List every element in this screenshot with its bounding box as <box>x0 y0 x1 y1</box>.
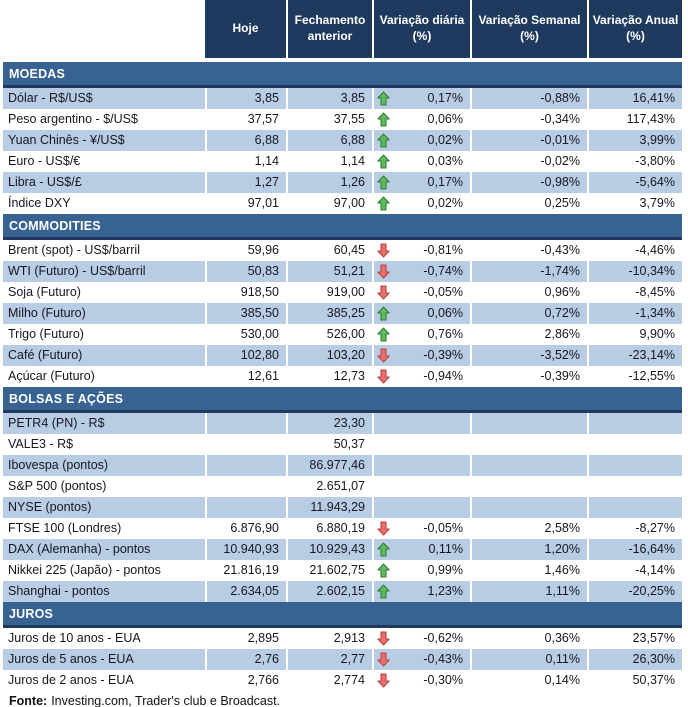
cell-hoje: 97,01 <box>205 193 286 214</box>
cell-fechamento-anterior: 919,00 <box>286 282 372 303</box>
section-header-moedas <box>3 62 682 88</box>
table-row <box>3 345 682 366</box>
up-arrow-icon <box>377 133 390 148</box>
variacao-diaria-value: 1,23% <box>427 584 463 598</box>
cell-label: Yuan Chinês - ¥/US$ <box>3 130 205 151</box>
cell-hoje: 6.876,90 <box>205 518 286 539</box>
section-title: BOLSAS E AÇÕES <box>9 391 124 406</box>
cell-variacao-anual: 50,37% <box>587 670 682 691</box>
cell-variacao-diaria <box>372 539 470 560</box>
cell-label: Juros de 2 anos - EUA <box>8 673 134 687</box>
cell-fechamento-anterior: 6.880,19 <box>286 518 372 539</box>
cell-hoje: 12,61 <box>205 366 286 387</box>
cell-variacao-diaria <box>372 345 470 366</box>
table-row <box>3 151 682 172</box>
table-row <box>3 88 682 109</box>
variacao-diaria-value: 0,76% <box>427 327 463 341</box>
cell-variacao-diaria <box>372 88 470 109</box>
section-title: JUROS <box>9 606 54 621</box>
cell-variacao-anual <box>587 413 682 434</box>
cell-variacao-diaria <box>372 172 470 193</box>
cell-variacao-anual: -1,34% <box>587 303 682 324</box>
cell-hoje: 50,83 <box>205 261 286 282</box>
cell-variacao-anual: -8,45% <box>587 282 682 303</box>
up-arrow-icon <box>377 327 390 342</box>
cell-variacao-semanal: 0,96% <box>470 282 587 303</box>
cell-hoje: 21.816,19 <box>205 560 286 581</box>
cell-variacao-anual: 26,30% <box>587 649 682 670</box>
cell-label: NYSE (pontos) <box>3 497 205 518</box>
table-row <box>3 324 682 345</box>
variacao-diaria-value: 0,03% <box>427 154 463 168</box>
cell-label: Índice DXY <box>8 196 71 210</box>
source-note-text: Investing.com, Trader's club e Broadcast. <box>51 694 281 707</box>
cell-fechamento-anterior: 12,73 <box>286 366 372 387</box>
cell-hoje: 385,50 <box>205 303 286 324</box>
column-header-variacao-semanal: Variação Semanal (%) <box>470 0 587 58</box>
table-header-row <box>3 0 682 58</box>
section-header-juros <box>3 602 682 628</box>
cell-variacao-diaria <box>372 434 470 455</box>
cell-variacao-semanal: 0,72% <box>470 303 587 324</box>
cell-variacao-semanal: -0,39% <box>470 366 587 387</box>
up-arrow-icon <box>377 563 390 578</box>
table-row <box>3 497 682 518</box>
cell-variacao-semanal: 2,58% <box>470 518 587 539</box>
cell-variacao-diaria <box>372 282 470 303</box>
cell-variacao-diaria <box>372 366 470 387</box>
cell-fechamento-anterior: 11.943,29 <box>286 497 372 518</box>
cell-label: Soja (Futuro) <box>8 285 81 299</box>
cell-fechamento-anterior: 21.602,75 <box>286 560 372 581</box>
cell-variacao-diaria <box>372 455 470 476</box>
cell-fechamento-anterior: 86.977,46 <box>286 455 372 476</box>
table-row <box>3 193 682 214</box>
variacao-diaria-value: -0,62% <box>423 631 463 645</box>
cell-variacao-semanal: -0,02% <box>470 151 587 172</box>
table-row <box>3 130 682 151</box>
cell-variacao-anual: -10,34% <box>587 261 682 282</box>
cell-label: Café (Futuro) <box>3 345 205 366</box>
variacao-diaria-value: 0,06% <box>427 306 463 320</box>
cell-variacao-semanal: -0,88% <box>470 88 587 109</box>
cell-variacao-anual <box>587 434 682 455</box>
cell-variacao-anual: -4,14% <box>587 560 682 581</box>
cell-variacao-anual <box>587 497 682 518</box>
section-header-commodities <box>3 214 682 240</box>
table-row <box>3 413 682 434</box>
cell-hoje <box>205 476 286 497</box>
cell-fechamento-anterior: 1,14 <box>286 151 372 172</box>
variacao-diaria-value: -0,05% <box>423 521 463 535</box>
table-row <box>3 261 682 282</box>
table-row <box>3 560 682 581</box>
cell-fechamento-anterior: 6,88 <box>286 130 372 151</box>
column-header-fechamento: Fechamento anterior <box>286 0 372 58</box>
table-row <box>3 539 682 560</box>
cell-variacao-diaria <box>372 518 470 539</box>
cell-fechamento-anterior: 2.651,07 <box>286 476 372 497</box>
cell-hoje: 10.940,93 <box>205 539 286 560</box>
variacao-diaria-value: -0,30% <box>423 673 463 687</box>
cell-variacao-anual: -5,64% <box>587 172 682 193</box>
up-arrow-icon <box>377 154 390 169</box>
cell-variacao-semanal <box>470 476 587 497</box>
cell-hoje <box>205 413 286 434</box>
cell-label: FTSE 100 (Londres) <box>8 521 122 535</box>
cell-label: Ibovespa (pontos) <box>3 455 205 476</box>
cell-variacao-anual <box>587 455 682 476</box>
column-header-variacao-anual: Variação Anual (%) <box>587 0 682 58</box>
cell-fechamento-anterior: 50,37 <box>286 434 372 455</box>
cell-hoje: 6,88 <box>205 130 286 151</box>
down-arrow-icon <box>377 652 390 667</box>
table-row <box>3 518 682 539</box>
section-title: MOEDAS <box>9 66 66 81</box>
header-spacer <box>3 0 205 58</box>
cell-hoje: 37,57 <box>205 109 286 130</box>
cell-variacao-anual: 3,99% <box>587 130 682 151</box>
cell-variacao-anual: -20,25% <box>587 581 682 602</box>
variacao-diaria-value: 0,06% <box>427 112 463 126</box>
cell-fechamento-anterior: 51,21 <box>286 261 372 282</box>
cell-hoje: 1,27 <box>205 172 286 193</box>
down-arrow-icon <box>377 243 390 258</box>
cell-fechamento-anterior: 2,77 <box>286 649 372 670</box>
cell-label: DAX (Alemanha) - pontos <box>3 539 205 560</box>
cell-variacao-anual: -23,14% <box>587 345 682 366</box>
down-arrow-icon <box>377 631 390 646</box>
cell-variacao-diaria <box>372 240 470 261</box>
table-row <box>3 109 682 130</box>
cell-variacao-diaria <box>372 560 470 581</box>
cell-fechamento-anterior: 37,55 <box>286 109 372 130</box>
cell-variacao-anual: 117,43% <box>587 109 682 130</box>
cell-variacao-semanal <box>470 455 587 476</box>
cell-label: Nikkei 225 (Japão) - pontos <box>8 563 161 577</box>
variacao-diaria-value: -0,05% <box>423 285 463 299</box>
cell-variacao-semanal: -3,52% <box>470 345 587 366</box>
cell-variacao-anual: 23,57% <box>587 628 682 649</box>
down-arrow-icon <box>377 521 390 536</box>
table-row <box>3 172 682 193</box>
cell-variacao-diaria <box>372 130 470 151</box>
table-row <box>3 628 682 649</box>
cell-hoje: 530,00 <box>205 324 286 345</box>
cell-hoje <box>205 455 286 476</box>
source-note <box>3 691 682 707</box>
cell-variacao-diaria <box>372 151 470 172</box>
cell-label: Juros de 5 anos - EUA <box>3 649 205 670</box>
up-arrow-icon <box>377 542 390 557</box>
cell-variacao-anual: -8,27% <box>587 518 682 539</box>
cell-variacao-semanal <box>470 413 587 434</box>
cell-fechamento-anterior: 526,00 <box>286 324 372 345</box>
cell-hoje: 59,96 <box>205 240 286 261</box>
variacao-diaria-value: 0,99% <box>427 563 463 577</box>
cell-fechamento-anterior: 10.929,43 <box>286 539 372 560</box>
cell-label: Milho (Futuro) <box>3 303 205 324</box>
cell-label: Libra - US$/£ <box>3 172 205 193</box>
cell-fechamento-anterior: 103,20 <box>286 345 372 366</box>
cell-hoje <box>205 497 286 518</box>
cell-variacao-semanal: -0,34% <box>470 109 587 130</box>
cell-hoje <box>205 434 286 455</box>
cell-variacao-semanal: 2,86% <box>470 324 587 345</box>
variacao-diaria-value: 0,11% <box>428 542 463 556</box>
table-row <box>3 455 682 476</box>
variacao-diaria-value: -0,43% <box>423 652 463 666</box>
cell-variacao-diaria <box>372 413 470 434</box>
variacao-diaria-value: 0,17% <box>427 175 463 189</box>
cell-hoje: 3,85 <box>205 88 286 109</box>
cell-fechamento-anterior: 2.602,15 <box>286 581 372 602</box>
cell-hoje: 102,80 <box>205 345 286 366</box>
cell-variacao-semanal <box>470 497 587 518</box>
cell-variacao-semanal: 0,14% <box>470 670 587 691</box>
cell-label: Trigo (Futuro) <box>8 327 84 341</box>
cell-variacao-anual: -4,46% <box>587 240 682 261</box>
down-arrow-icon <box>377 348 390 363</box>
cell-variacao-semanal: 0,36% <box>470 628 587 649</box>
table-row <box>3 434 682 455</box>
cell-variacao-anual: 9,90% <box>587 324 682 345</box>
cell-variacao-anual: 3,79% <box>587 193 682 214</box>
cell-fechamento-anterior: 60,45 <box>286 240 372 261</box>
cell-variacao-diaria <box>372 497 470 518</box>
down-arrow-icon <box>377 285 390 300</box>
table-row <box>3 303 682 324</box>
cell-label: Peso argentino - $/US$ <box>8 112 138 126</box>
variacao-diaria-value: 0,17% <box>427 91 463 105</box>
cell-label: Euro - US$/€ <box>8 154 81 168</box>
cell-fechamento-anterior: 2,913 <box>286 628 372 649</box>
variacao-diaria-value: 0,02% <box>427 133 463 147</box>
cell-variacao-anual: -3,80% <box>587 151 682 172</box>
variacao-diaria-value: -0,94% <box>423 369 463 383</box>
section-header-bolsas-e-acoes <box>3 387 682 413</box>
variacao-diaria-value: -0,81% <box>423 243 463 257</box>
table-row <box>3 581 682 602</box>
cell-variacao-diaria <box>372 581 470 602</box>
cell-label: Açúcar (Futuro) <box>8 369 95 383</box>
cell-variacao-diaria <box>372 670 470 691</box>
cell-variacao-semanal: -0,01% <box>470 130 587 151</box>
cell-label: Juros de 10 anos - EUA <box>8 631 141 645</box>
cell-variacao-diaria <box>372 628 470 649</box>
cell-fechamento-anterior: 23,30 <box>286 413 372 434</box>
cell-variacao-diaria <box>372 649 470 670</box>
variacao-diaria-value: -0,74% <box>423 264 463 278</box>
table-row <box>3 240 682 261</box>
cell-label: VALE3 - R$ <box>8 437 74 451</box>
cell-fechamento-anterior: 97,00 <box>286 193 372 214</box>
cell-variacao-diaria <box>372 303 470 324</box>
cell-variacao-diaria <box>372 476 470 497</box>
cell-variacao-semanal: 0,25% <box>470 193 587 214</box>
down-arrow-icon <box>377 673 390 688</box>
cell-hoje: 2,766 <box>205 670 286 691</box>
cell-variacao-anual <box>587 476 682 497</box>
cell-label: PETR4 (PN) - R$ <box>3 413 205 434</box>
table-row <box>3 366 682 387</box>
cell-label: S&P 500 (pontos) <box>8 479 107 493</box>
table-row <box>3 670 682 691</box>
cell-variacao-semanal: 1,46% <box>470 560 587 581</box>
down-arrow-icon <box>377 369 390 384</box>
cell-variacao-diaria <box>372 193 470 214</box>
table-body <box>3 62 682 691</box>
cell-hoje: 2,76 <box>205 649 286 670</box>
cell-fechamento-anterior: 1,26 <box>286 172 372 193</box>
cell-variacao-semanal: 0,11% <box>470 649 587 670</box>
cell-variacao-anual: -12,55% <box>587 366 682 387</box>
cell-variacao-semanal: -1,74% <box>470 261 587 282</box>
cell-fechamento-anterior: 385,25 <box>286 303 372 324</box>
cell-variacao-diaria <box>372 261 470 282</box>
column-header-variacao-diaria: Variação diária (%) <box>372 0 470 58</box>
up-arrow-icon <box>377 112 390 127</box>
cell-fechamento-anterior: 3,85 <box>286 88 372 109</box>
cell-variacao-diaria <box>372 109 470 130</box>
source-note-label: Fonte: <box>9 694 48 707</box>
up-arrow-icon <box>377 306 390 321</box>
cell-label: Brent (spot) - US$/barril <box>8 243 140 257</box>
table-row <box>3 282 682 303</box>
cell-label: WTI (Futuro) - US$/barril <box>3 261 205 282</box>
cell-variacao-anual: -16,64% <box>587 539 682 560</box>
cell-label: Dólar - R$/US$ <box>3 88 205 109</box>
column-header-hoje: Hoje <box>205 0 286 58</box>
section-title: COMMODITIES <box>9 218 101 233</box>
cell-variacao-semanal: -0,43% <box>470 240 587 261</box>
cell-variacao-semanal: 1,11% <box>470 581 587 602</box>
cell-hoje: 1,14 <box>205 151 286 172</box>
up-arrow-icon <box>377 196 390 211</box>
up-arrow-icon <box>377 175 390 190</box>
table-row <box>3 649 682 670</box>
cell-variacao-semanal <box>470 434 587 455</box>
table-row <box>3 476 682 497</box>
cell-hoje: 2.634,05 <box>205 581 286 602</box>
cell-variacao-anual: 16,41% <box>587 88 682 109</box>
cell-fechamento-anterior: 2,774 <box>286 670 372 691</box>
variacao-diaria-value: 0,02% <box>427 196 463 210</box>
up-arrow-icon <box>377 91 390 106</box>
cell-label: Shanghai - pontos <box>3 581 205 602</box>
up-arrow-icon <box>377 584 390 599</box>
cell-variacao-semanal: 1,20% <box>470 539 587 560</box>
down-arrow-icon <box>377 264 390 279</box>
cell-variacao-diaria <box>372 324 470 345</box>
cell-variacao-semanal: -0,98% <box>470 172 587 193</box>
variacao-diaria-value: -0,39% <box>423 348 463 362</box>
cell-hoje: 2,895 <box>205 628 286 649</box>
table <box>3 0 682 707</box>
cell-hoje: 918,50 <box>205 282 286 303</box>
